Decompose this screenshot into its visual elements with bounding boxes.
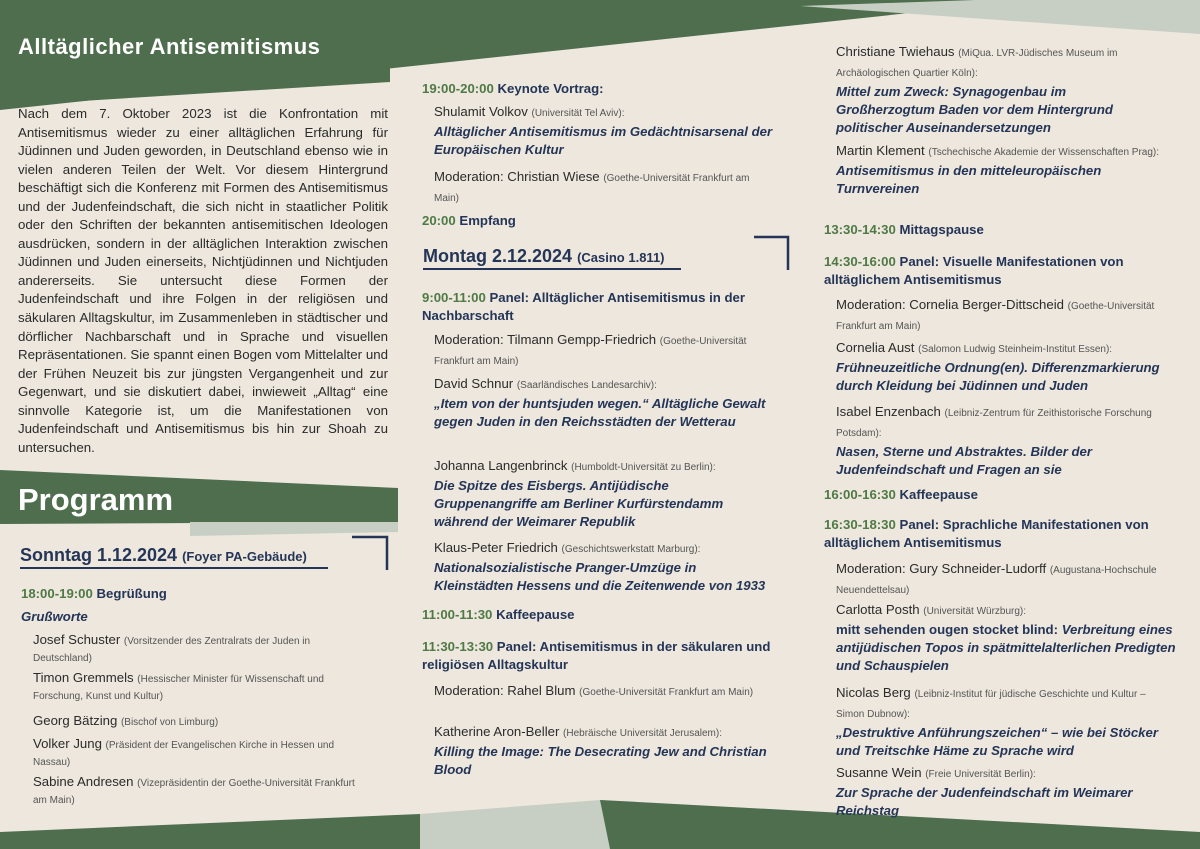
keynote-moderation <box>422 168 754 208</box>
moderation-affiliation: (Goethe-Universität Frankfurt am Main) <box>434 336 747 367</box>
title-banner-edge <box>0 72 390 106</box>
break1-time: 11:00-11:30 <box>422 607 493 622</box>
talk-item <box>422 375 772 431</box>
grussworte-item <box>21 632 363 666</box>
speaker-name: Josef Schuster <box>33 632 121 647</box>
lunch-time: 13:30-14:30 <box>824 222 896 237</box>
panel1-slot <box>422 289 772 325</box>
break2-slot <box>824 486 978 504</box>
speaker-affiliation: (Universität Würzburg): <box>923 606 1027 617</box>
break2-label: Kaffeepause <box>899 487 978 502</box>
bottom-left-green <box>0 814 420 849</box>
speaker-name: Susanne Wein <box>836 765 922 780</box>
talk-title: Nasen, Sterne und Abstraktes. Bilder der Judenfeindschaft und Fragen an sie <box>836 444 1093 477</box>
talk-title: Killing the Image: The Desecrating Jew and Christian Blood <box>434 744 767 777</box>
talk-title: „Destruktive Anführungszeichen“ – wie bei Stöcker und Treitschke Häme zu Sprache wird <box>836 725 1158 758</box>
speaker-affiliation: (Leibniz-Institut für jüdische Geschichte und Kultur – Simon Dubnow): <box>836 689 1146 720</box>
speaker-name: Martin Klement <box>836 143 925 158</box>
panel2-time: 11:30-13:30 <box>422 639 494 654</box>
panel2-label: Panel: Antisemitismus in der säkularen und religiösen Alltagskultur <box>422 639 771 672</box>
corner-mark-monday <box>754 237 788 270</box>
speaker-affiliation: (Humboldt-Universität zu Berlin): <box>571 462 716 473</box>
sunday-heading <box>20 545 328 569</box>
speaker-name: Nicolas Berg <box>836 685 911 700</box>
speaker-affiliation: (Salomon Ludwig Steinheim-Institut Essen): <box>918 344 1113 355</box>
panel4-slot <box>824 516 1174 552</box>
talk-item <box>422 723 774 779</box>
panel1-moderation <box>422 331 754 371</box>
speaker-name: Isabel Enzenbach <box>836 404 941 419</box>
opening-label: Begrüßung <box>96 586 167 601</box>
page-title: Alltäglicher Antisemitismus <box>18 34 321 59</box>
lunch-slot <box>824 221 984 239</box>
speaker-affiliation: (Vorsitzender des Zentralrats der Juden in Deutschland) <box>33 636 311 664</box>
reception-label: Empfang <box>459 213 516 228</box>
keynote-slot <box>422 80 604 98</box>
speaker-affiliation: (Bischof von Limburg) <box>120 717 219 728</box>
talk-item <box>422 539 772 595</box>
speaker-name: David Schnur <box>434 376 514 391</box>
programm-grey-strip <box>190 522 398 536</box>
panel3-slot <box>824 253 1174 289</box>
talk-item <box>422 457 772 531</box>
break1-label: Kaffeepause <box>496 607 575 622</box>
talk-item <box>824 764 1176 820</box>
talk-title: Alltäglicher Antisemitismus im Gedächtnisarsenal der Europäischen Kultur <box>434 124 773 157</box>
speaker-affiliation: (Präsident der Evangelischen Kirche in Hessen und Nassau) <box>33 740 335 768</box>
speaker-affiliation: (Saarländisches Landesarchiv): <box>516 380 657 391</box>
grussworte-item <box>21 670 363 704</box>
break2-time: 16:00-16:30 <box>824 487 896 502</box>
talk-title: Mittel zum Zweck: Synagogenbau im Großherzogtum Baden vor dem Hintergrund politischer Auseinandersetzungen <box>836 84 1113 135</box>
panel2-slot <box>422 638 772 674</box>
moderation-name: Moderation: Rahel Blum <box>434 683 576 698</box>
keynote-talk <box>422 103 779 159</box>
talk-item <box>824 339 1171 395</box>
moderation-affiliation: (Goethe-Universität Frankfurt am Main) <box>579 687 754 698</box>
talk-title: Frühneuzeitliche Ordnung(en). Differenzmarkierung durch Kleidung bei Jüdinnen und Juden <box>836 360 1160 393</box>
talk-item <box>824 43 1166 137</box>
speaker-name: Katherine Aron-Beller <box>434 724 560 739</box>
speaker-affiliation: (Universität Tel Aviv): <box>531 108 625 119</box>
sunday-location: (Foyer PA-Gebäude) <box>182 549 307 564</box>
reception-slot <box>422 212 516 230</box>
speaker-name: Johanna Langenbrinck <box>434 458 568 473</box>
monday-date: Montag 2.12.2024 <box>423 246 573 266</box>
programm-heading: Programm <box>18 482 174 517</box>
moderation-name: Moderation: Gury Schneider-Ludorff <box>836 561 1047 576</box>
panel3-moderation <box>824 296 1166 336</box>
grussworte-label: Grußworte <box>21 609 88 624</box>
moderation-affiliation: (Goethe-Universität Frankfurt am Main) <box>836 301 1155 332</box>
speaker-affiliation: (Hebräische Universität Jerusalem): <box>563 728 722 739</box>
panel3-label: Panel: Visuelle Manifestationen von alltäglichem Antisemitismus <box>824 254 1124 287</box>
grussworte-item <box>21 713 363 730</box>
keynote-label: Keynote Vortrag: <box>497 81 604 96</box>
talk-title: Verbreitung eines antijüdischen Topos in spätmittelalterlichen Predigten und Schauspielen <box>836 622 1176 673</box>
speaker-name: Christiane Twiehaus <box>836 44 955 59</box>
corner-mark-sunday <box>352 537 387 570</box>
opening-time: 18:00-19:00 <box>21 586 93 601</box>
panel4-time: 16:30-18:30 <box>824 517 896 532</box>
panel1-label: Panel: Alltäglicher Antisemitismus in der Nachbarschaft <box>422 290 745 323</box>
talk-title-quote: mitt sehenden ougen stocket blind: <box>836 622 1059 637</box>
panel2-moderation <box>422 682 754 702</box>
opening-slot <box>21 585 167 603</box>
monday-location: (Casino 1.811) <box>577 250 665 265</box>
speaker-affiliation: (Vizepräsidentin der Goethe-Universität Frankfurt am Main) <box>33 778 355 806</box>
talk-item <box>824 684 1176 760</box>
grussworte-item <box>21 774 363 808</box>
moderation-affiliation: (Goethe-Universität Frankfurt am Main) <box>434 173 750 204</box>
speaker-affiliation: (Geschichtswerkstatt Marburg): <box>561 544 701 555</box>
speaker-name: Sabine Andresen <box>33 774 134 789</box>
speaker-affiliation: (Leibniz-Zentrum für Zeithistorische Forschung Potsdam): <box>836 408 1152 439</box>
talk-item <box>824 601 1176 675</box>
speaker-name: Georg Bätzing <box>33 713 118 728</box>
speaker-name: Shulamit Volkov <box>434 104 528 119</box>
speaker-affiliation: (MiQua. LVR-Jüdisches Museum im Archäologischen Quartier Köln): <box>836 48 1118 79</box>
talk-title: „Item von der huntsjuden wegen.“ Alltägliche Gewalt gegen Juden in den Reichsstädten der Wetterau <box>434 396 766 429</box>
panel1-time: 9:00-11:00 <box>422 290 486 305</box>
speaker-name: Timon Gremmels <box>33 670 134 685</box>
speaker-name: Volker Jung <box>33 736 102 751</box>
moderation-name: Moderation: Tilmann Gempp-Friedrich <box>434 332 657 347</box>
speaker-affiliation: (Tschechische Akademie der Wissenschaften Prag): <box>928 147 1160 158</box>
speaker-name: Cornelia Aust <box>836 340 915 355</box>
panel4-label: Panel: Sprachliche Manifestationen von alltäglichem Antisemitismus <box>824 517 1149 550</box>
moderation-affiliation: (Augustana-Hochschule Neuendettelsau) <box>836 565 1157 596</box>
panel3-time: 14:30-16:00 <box>824 254 896 269</box>
panel4-moderation <box>824 560 1166 600</box>
speaker-name: Carlotta Posth <box>836 602 920 617</box>
talk-item <box>824 142 1166 198</box>
monday-heading <box>423 246 681 270</box>
moderation-name: Moderation: Christian Wiese <box>434 169 600 184</box>
moderation-name: Moderation: Cornelia Berger-Dittscheid <box>836 297 1064 312</box>
talk-title: Zur Sprache der Judenfeindschaft im Weimarer Reichstag <box>836 785 1133 818</box>
talk-title: Nationalsozialistische Pranger-Umzüge in Kleinstädten Hessens und die Zeitenwende von 1933 <box>434 560 766 593</box>
break1-slot <box>422 606 575 624</box>
reception-time: 20:00 <box>422 213 456 228</box>
lunch-label: Mittagspause <box>899 222 984 237</box>
intro-text: Nach dem 7. Oktober 2023 ist die Konfrontation mit Antisemitismus wieder zu einer alltäglichen Erfahrung für Jüdinnen und Juden geworden, in Deutschland ebenso wie in vielen anderen Teilen der Welt. Vor diesem Hintergrund beschäftigt sich die Konferenz mit Formen des Antisemitismus und der Judenfeindschaft, die sich nicht in staatlicher Politik oder den Schriften der bekannten antisemitischen Ideologen ausdrücken, sondern in der alltäglichen Interaktion zwischen Jüdinnen und Juden einerseits, Nichtjüdinnen und Nichtjuden andererseits. Sie untersucht diese Formen der Judenfeindschaft und ihre Folgen in der religiösen und säkularen Alltagskultur, im Zusammenleben in städtischer und dörflicher Nachbarschaft und in Sprache und visuellen Repräsentationen. Sie spannt einen Bogen vom Mittelalter und der Frühen Neuzeit bis zur jüngsten Vergangenheit und zur Gegenwart, und sie diskutiert dabei, inwieweit „Alltag“ eine sinnvolle Kategorie ist, um die Manifestationen von Judenfeindschaft und Antisemitismus bis hin zur Shoah zu untersuchen. <box>18 106 388 455</box>
speaker-name: Klaus-Peter Friedrich <box>434 540 558 555</box>
speaker-affiliation: (Hessischer Minister für Wissenschaft und Forschung, Kunst und Kultur) <box>33 674 324 702</box>
talk-title: Antisemitismus in den mitteleuropäischen Turnvereinen <box>836 163 1102 196</box>
sunday-date: Sonntag 1.12.2024 <box>20 545 178 565</box>
speaker-affiliation: (Freie Universität Berlin): <box>925 769 1036 780</box>
keynote-time: 19:00-20:00 <box>422 81 494 96</box>
talk-item <box>824 403 1171 479</box>
grussworte-item <box>21 736 363 770</box>
talk-title: Die Spitze des Eisbergs. Antijüdische Gruppenangriffe am Berliner Kurfürstendamm während der Weimarer Republik <box>434 478 724 529</box>
